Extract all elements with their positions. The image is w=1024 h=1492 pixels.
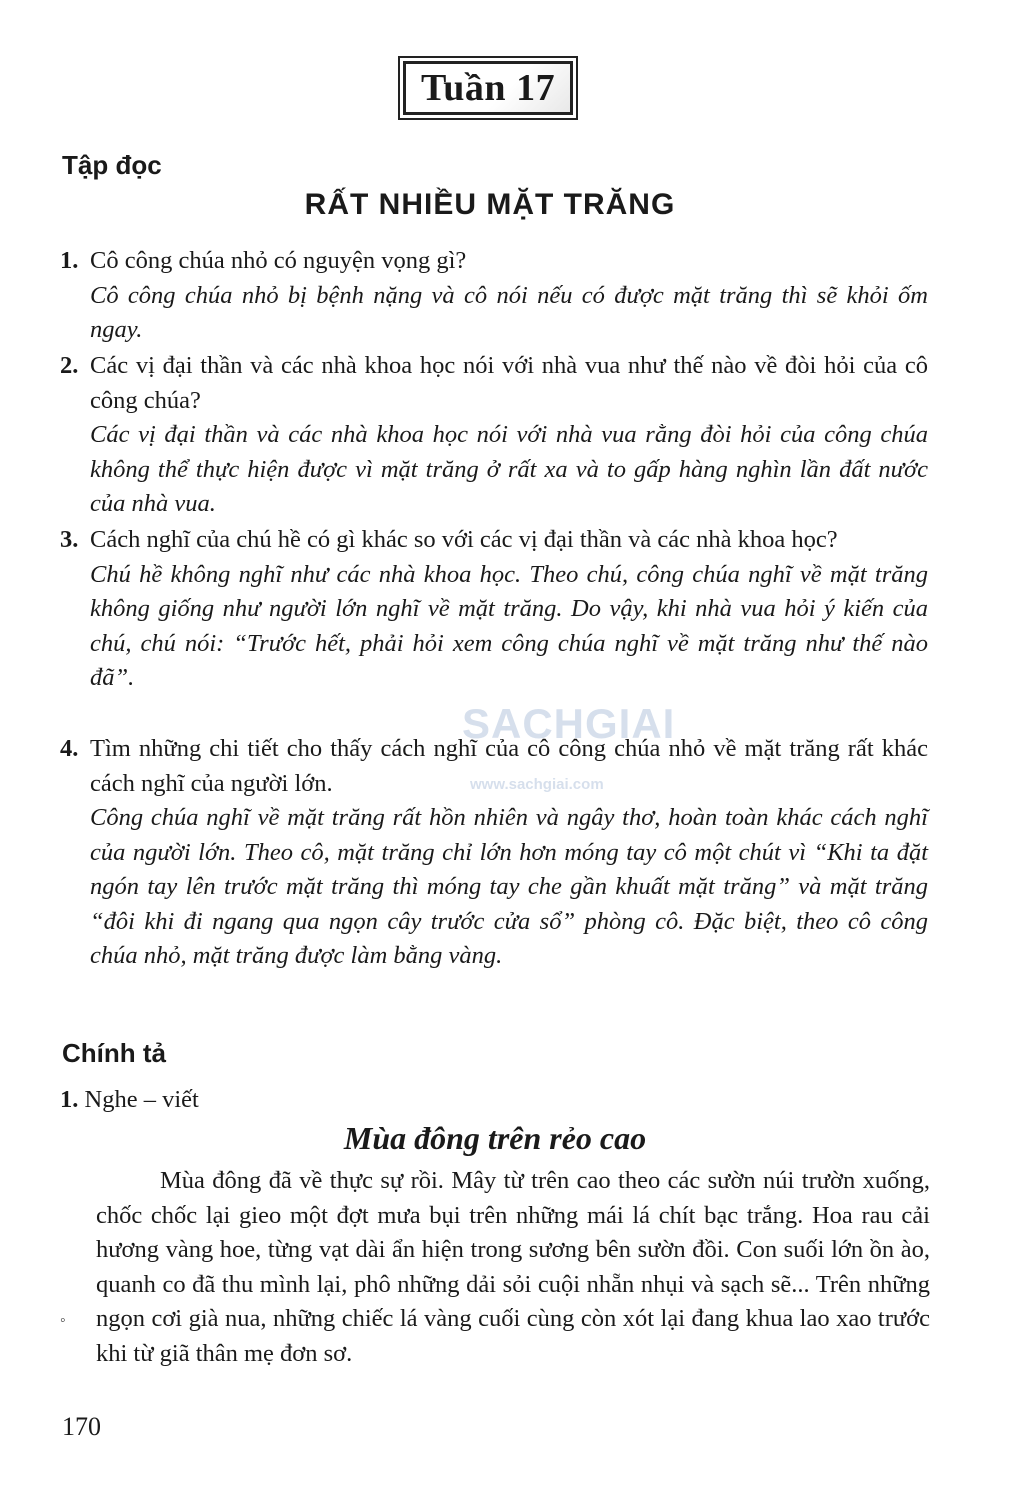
dictation-item-number: 1.: [60, 1086, 79, 1113]
qa-item-4: [60, 732, 928, 974]
dictation-item: [60, 1086, 199, 1114]
margin-mark: ◦: [60, 1312, 66, 1329]
watermark-logo: SACHGIAI: [462, 700, 676, 747]
week-badge-label: Tuần 17: [403, 61, 573, 115]
week-badge: [398, 56, 578, 120]
question-number: 3.: [60, 526, 79, 553]
answer-text: Các vị đại thần và các nhà khoa học nói với nhà vua rằng đòi hỏi của công chúa không thể thực hiện được vì mặt trăng ở rất xa và to gấp hàng nghìn lần đất nước của nhà vua.: [90, 421, 928, 517]
answer-text: Công chúa nghĩ về mặt trăng rất hồn nhiên và ngây thơ, hoàn toàn khác cách nghĩ của người lớn. Theo cô, mặt trăng chỉ lớn hơn móng tay cô một chút vì “Khi ta đặt ngón tay lên trước mặt trăng thì móng tay che gần khuất mặt trăng” và mặt trăng “đôi khi đi ngang qua ngọn cây trước cửa sổ” phòng cô. Đặc biệt, theo cô công chúa nhỏ, mặt trăng được làm bằng vàng.: [90, 804, 928, 969]
section-heading-reading: Tập đọc: [62, 150, 162, 180]
qa-item-2: [60, 349, 928, 522]
answer-text: Cô công chúa nhỏ bị bệnh nặng và cô nói nếu có được mặt trăng thì sẽ khỏi ốm ngay.: [90, 281, 928, 343]
question-number: 2.: [60, 352, 79, 379]
question-number: 1.: [60, 247, 79, 274]
dictation-passage: Mùa đông đã về thực sự rồi. Mây từ trên cao theo các sườn núi trườn xuống, chốc chốc lại gieo một đợt mưa bụi trên những mái lá chít bạc trắng. Hoa rau cải hương vàng hoe, từng vạt dài ẩn hiện trong sương bên sườn đồi. Con suối lớn ồn ào, quanh co đã thu mình lại, phô những dải sỏi cuội nhẵn nhụi và sạch sẽ... Trên những ngọn cơi già nua, những chiếc lá vàng cuối cùng còn xót lại đang khua lao xao trước khi từ giã thân mẹ đơn sơ.: [96, 1167, 930, 1367]
dictation-item-label: Nghe – viết: [84, 1086, 199, 1113]
question-number: 4.: [60, 735, 79, 762]
question-text: Cách nghĩ của chú hề có gì khác so với các vị đại thần và các nhà khoa học?: [90, 526, 838, 553]
dictation-title: Mùa đông trên rẻo cao: [343, 1120, 647, 1156]
question-text: Tìm những chi tiết cho thấy cách nghĩ của cô công chúa nhỏ về mặt trăng rất khác cách nghĩ của người lớn.: [90, 735, 928, 797]
qa-item-3: [60, 523, 928, 696]
qa-item-1: [60, 244, 928, 348]
answer-text: Chú hề không nghĩ như các nhà khoa học. Theo chú, công chúa nghĩ về mặt trăng không giống như người lớn nghĩ về mặt trăng. Do vậy, khi nhà vua hỏi ý kiến của chú, chú nói: “Trước hết, phải hỏi xem công chúa nghĩ về mặt trăng như thế nào đã”.: [90, 560, 928, 691]
watermark-url: www.sachgiai.com: [470, 776, 604, 793]
section-heading-dictation: Chính tả: [62, 1038, 166, 1068]
lesson-title: RẤT NHIỀU MẶT TRĂNG: [304, 188, 676, 221]
question-text: Các vị đại thần và các nhà khoa học nói với nhà vua như thế nào về đòi hỏi của cô công chúa?: [90, 352, 928, 414]
question-text: Cô công chúa nhỏ có nguyện vọng gì?: [90, 247, 467, 274]
page-number: 170: [62, 1412, 101, 1441]
